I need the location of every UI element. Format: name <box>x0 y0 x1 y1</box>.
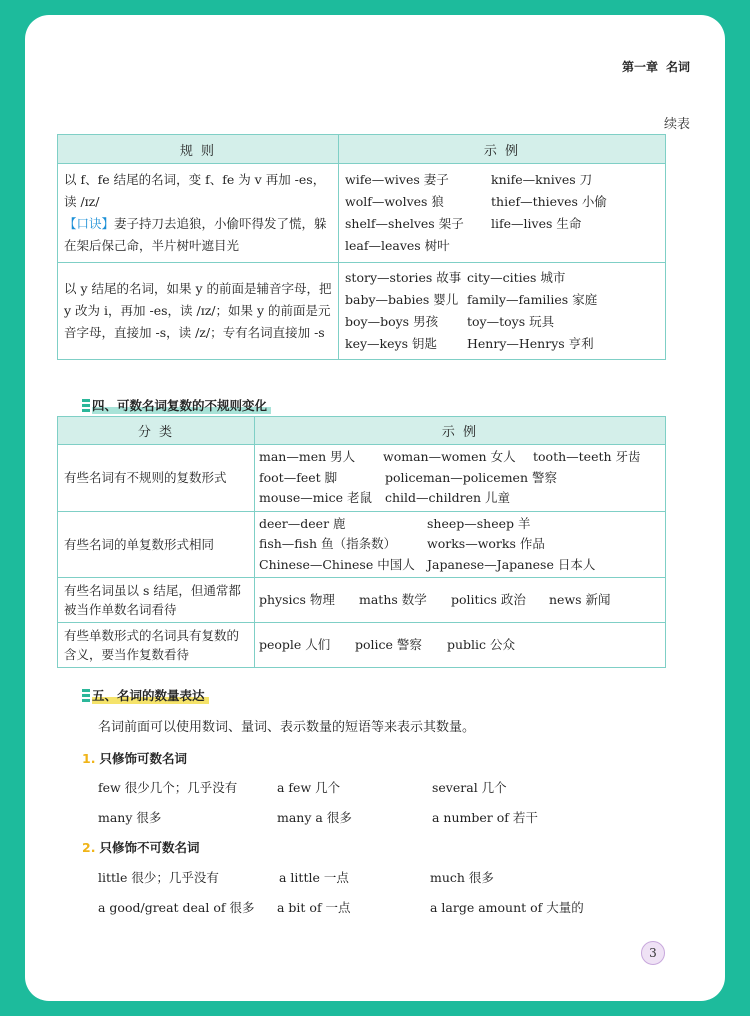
example-item: sheep—sheep 羊 <box>427 515 531 531</box>
example-line <box>345 333 659 355</box>
irregular-plurals-table <box>57 416 666 668</box>
table-row <box>58 623 666 668</box>
example-line <box>259 590 661 611</box>
category-cell: 有些名词的单复数形式相同 <box>58 511 255 578</box>
phrase: a few 几个 <box>277 780 341 795</box>
example-item: toy—toys 玩具 <box>467 314 555 329</box>
list-1-title: 只修饰可数名词 <box>99 751 187 766</box>
example-item: works—works 作品 <box>427 536 545 551</box>
phrase: a large amount of 大量的 <box>430 900 584 915</box>
list-2-number: 2. <box>82 840 96 855</box>
example-item: life—lives 生命 <box>491 216 582 231</box>
chapter-header <box>622 58 690 75</box>
example-item: knife—knives 刀 <box>491 172 593 187</box>
example-line <box>345 267 659 289</box>
example-item: deer—deer 鹿 <box>259 515 346 531</box>
phrase: a bit of 一点 <box>277 900 351 915</box>
example-item: wolf—wolves 狼 <box>345 194 444 209</box>
category-header: 分 类 <box>58 417 255 445</box>
rule-text: 以 y 结尾的名词，如果 y 的前面是辅音字母，把 y 改为 i，再加 -es，读 /ɪz/；如果 y 的前面是元音字母，直接加 -s，读 /z/；专有名词直接加 -s <box>64 281 332 340</box>
phrase: a little 一点 <box>279 870 349 885</box>
example-line <box>345 169 659 191</box>
checker-mark-icon <box>82 399 90 413</box>
example-item: child—children 儿童 <box>385 490 510 505</box>
example-item: woman—women 女人 <box>383 449 516 464</box>
rules-header: 规 则 <box>58 135 339 164</box>
examples-header: 示 例 <box>339 135 666 164</box>
category-cell: 有些名词有不规则的复数形式 <box>58 445 255 512</box>
phrase: little 很少；几乎没有 <box>98 870 219 885</box>
page-number: 3 <box>641 941 665 965</box>
example-item: fish—fish 鱼（指条数） <box>259 536 397 551</box>
category-cell: 有些名词虽以 s 结尾，但通常都被当作单数名词看待 <box>58 578 255 623</box>
example-item: policeman—policemen 警察 <box>385 469 557 485</box>
example-line <box>259 514 661 535</box>
table-row <box>58 511 666 578</box>
section-5-label: 五、名词的数量表达 <box>92 688 205 703</box>
example-item: leaf—leaves 树叶 <box>345 238 450 253</box>
examples-cell <box>255 511 666 578</box>
example-item: foot—feet 脚 <box>259 469 338 485</box>
example-line <box>345 191 659 213</box>
checker-mark-icon <box>82 689 90 703</box>
example-item: man—men 男人 <box>259 449 356 464</box>
example-item: Henry—Henrys 亨利 <box>467 336 594 351</box>
rule-cell <box>58 263 339 360</box>
example-line <box>259 447 661 468</box>
table-row <box>58 578 666 623</box>
phrase: a good/great deal of 很多 <box>98 900 255 915</box>
hint-tag: 【口诀】 <box>64 216 115 231</box>
example-item: maths 数学 <box>359 591 427 607</box>
examples-cell <box>255 623 666 668</box>
example-line <box>259 468 661 489</box>
example-item: wife—wives 妻子 <box>345 172 449 187</box>
examples-cell <box>255 578 666 623</box>
example-item: city—cities 城市 <box>467 270 566 285</box>
examples-cell <box>339 164 666 263</box>
chapter-number: 第一章 <box>621 60 658 74</box>
example-line <box>259 555 661 576</box>
example-item: people 人们 <box>259 636 331 652</box>
example-item: baby—babies 婴儿 <box>345 292 459 307</box>
examples-cell <box>255 445 666 512</box>
chapter-title: 名词 <box>665 60 690 74</box>
example-item: police 警察 <box>355 636 422 652</box>
example-item: story—stories 故事 <box>345 270 462 285</box>
list-1-heading <box>82 749 187 767</box>
example-item: mouse—mice 老鼠 <box>259 490 372 505</box>
phrase: few 很少几个；几乎没有 <box>98 780 238 795</box>
example-item: Japanese—Japanese 日本人 <box>427 556 596 572</box>
example-line <box>345 213 659 235</box>
example-line <box>345 311 659 333</box>
table-row <box>58 164 666 263</box>
example-item: Chinese—Chinese 中国人 <box>259 556 415 572</box>
rule-cell <box>58 164 339 263</box>
example-item: news 新闻 <box>549 591 611 607</box>
example-item: tooth—teeth 牙齿 <box>533 449 641 464</box>
example-line <box>345 235 659 257</box>
phrase: much 很多 <box>430 870 494 885</box>
continued-label: 续表 <box>663 117 690 132</box>
example-line <box>345 289 659 311</box>
list-2-title: 只修饰不可数名词 <box>99 840 200 855</box>
section-5-heading <box>82 687 209 705</box>
phrase: a number of 若干 <box>432 810 538 825</box>
example-item: public 公众 <box>447 636 516 652</box>
example-item: thief—thieves 小偷 <box>491 194 607 209</box>
category-cell: 有些单数形式的名词具有复数的含义，要当作复数看待 <box>58 623 255 668</box>
section-4-label: 四、可数名词复数的不规则变化 <box>92 398 268 413</box>
table-row <box>58 445 666 512</box>
rules-table <box>57 134 666 360</box>
list-1-number: 1. <box>82 751 96 766</box>
example-item: key—keys 钥匙 <box>345 336 437 351</box>
phrase: many a 很多 <box>277 810 352 825</box>
example-item: physics 物理 <box>259 591 335 607</box>
phrase: several 几个 <box>432 780 507 795</box>
list-2-heading <box>82 838 199 856</box>
rule-text: 以 f、fe 结尾的名词，变 f、fe 为 v 再加 -es，读 /ɪz/ <box>64 172 326 209</box>
table-row <box>58 263 666 360</box>
examples-cell <box>339 263 666 360</box>
example-item: politics 政治 <box>451 591 526 607</box>
intro-paragraph: 名词前面可以使用数词、量词、表示数量的短语等来表示其数量。 <box>98 720 476 735</box>
section-4-heading <box>82 397 271 415</box>
example-line <box>259 488 661 509</box>
example-line <box>259 534 661 555</box>
hint-text: 妻子持刀去追狼，小偷吓得发了慌，躲在架后保己命，半片树叶遮目光 <box>64 216 327 253</box>
example-item: boy—boys 男孩 <box>345 314 439 329</box>
examples-header: 示 例 <box>255 417 666 445</box>
example-item: shelf—shelves 架子 <box>345 216 464 231</box>
example-line <box>259 635 661 656</box>
phrase: many 很多 <box>98 810 162 825</box>
example-item: family—families 家庭 <box>467 292 598 307</box>
